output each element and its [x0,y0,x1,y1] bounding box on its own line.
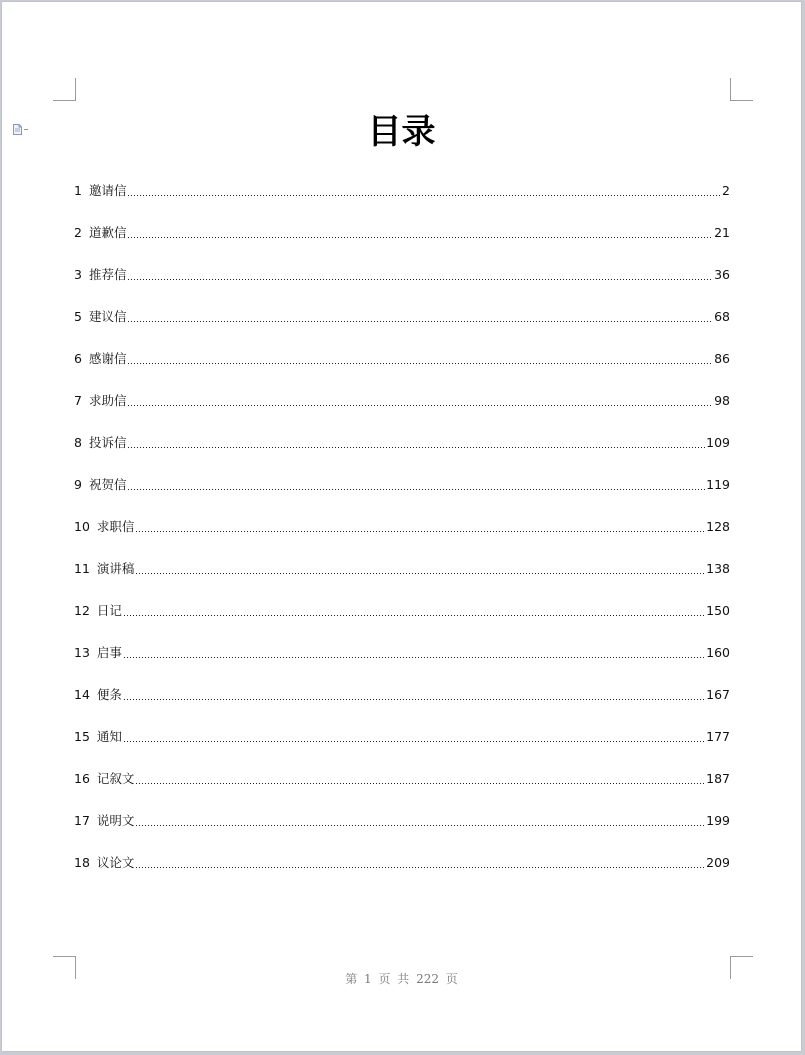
toc-entry[interactable] [74,162,730,204]
toc-entry-label: 日记 [96,603,122,618]
toc-entry[interactable] [74,708,730,750]
toc-entry-page: 68 [714,309,730,324]
toc-entry-page: 199 [706,813,730,828]
toc-entry-page: 138 [706,561,730,576]
toc-entry-number: 14 [74,687,90,702]
toc-entry-page: 21 [714,225,730,240]
toc-dot-leader [127,363,713,364]
toc-entry-number: 7 [74,393,82,408]
document-page [2,2,801,1051]
toc-entry-page: 187 [706,771,730,786]
toc-entry-page: 209 [706,855,730,870]
toc-entry[interactable] [74,414,730,456]
toc-entry-page: 167 [706,687,730,702]
toc-entry-number: 11 [74,561,90,576]
toc-entry-page: 160 [706,645,730,660]
toc-entry-number: 17 [74,813,90,828]
toc-entry[interactable] [74,624,730,666]
toc-entry-number: 6 [74,351,82,366]
toc-entry-number: 2 [74,225,82,240]
toc-dot-leader [135,531,705,532]
toc-entry[interactable] [74,288,730,330]
toc-entry-label: 感谢信 [88,351,127,366]
toc-dot-leader [123,741,705,742]
toc-entry-label: 道歉信 [88,225,127,240]
toc-entry-page: 150 [706,603,730,618]
toc-entry[interactable] [74,582,730,624]
crop-mark-top-left [53,78,76,101]
toc-entry-page: 119 [706,477,730,492]
page-title: 目录 [367,112,436,152]
toc-dot-leader [135,867,705,868]
toc-dot-leader [127,279,713,280]
toc-entry-number: 12 [74,603,90,618]
toc-entry-page: 36 [714,267,730,282]
toc-entry[interactable] [74,498,730,540]
toc-entry-label: 邀请信 [88,183,127,198]
toc-entry[interactable] [74,330,730,372]
toc-dot-leader [135,783,705,784]
toc-entry[interactable] [74,792,730,834]
toc-dot-leader [127,321,713,322]
toc-entry-label: 便条 [96,687,122,702]
toc-entry-label: 祝贺信 [88,477,127,492]
toc-entry[interactable] [74,834,730,876]
toc-dot-leader [123,699,705,700]
toc-dot-leader [127,489,705,490]
toc-dot-leader [127,447,705,448]
toc-entry-number: 1 [74,183,82,198]
toc-entry-label: 通知 [96,729,122,744]
toc-entry-page: 177 [706,729,730,744]
toc-entry[interactable] [74,666,730,708]
toc-entry-page: 86 [714,351,730,366]
toc-entry-label: 演讲稿 [96,561,135,576]
toc-entry-number: 8 [74,435,82,450]
toc-entry-number: 13 [74,645,90,660]
toc-entry[interactable] [74,540,730,582]
toc-entry-label: 求助信 [88,393,127,408]
toc-entry-number: 15 [74,729,90,744]
toc-entry-label: 投诉信 [88,435,127,450]
toc-dot-leader [135,825,705,826]
toc-entry-number: 3 [74,267,82,282]
toc-entry-page: 109 [706,435,730,450]
toc-entry-label: 求职信 [96,519,135,534]
toc-entry-label: 启事 [96,645,122,660]
toc-dot-leader [123,657,705,658]
toc-entry-page: 98 [714,393,730,408]
toc-entry-label: 记叙文 [96,771,135,786]
table-of-contents [74,162,730,876]
toc-entry[interactable] [74,750,730,792]
toc-entry[interactable] [74,456,730,498]
toc-entry-number: 10 [74,519,90,534]
page-footer: 第 1 页 共 222 页 [345,972,458,986]
toc-entry-label: 推荐信 [88,267,127,282]
toc-entry-number: 16 [74,771,90,786]
toc-dot-leader [135,573,705,574]
toc-entry-page: 2 [722,183,730,198]
crop-mark-top-right [730,78,753,101]
toc-entry-label: 说明文 [96,813,135,828]
toc-dot-leader [127,405,713,406]
toc-entry-page: 128 [706,519,730,534]
toc-dot-leader [127,195,721,196]
toc-dot-leader [123,615,705,616]
toc-entry[interactable] [74,372,730,414]
toc-entry[interactable] [74,204,730,246]
toc-entry-number: 5 [74,309,82,324]
toc-entry-number: 18 [74,855,90,870]
toc-dot-leader [127,237,713,238]
toc-entry-number: 9 [74,477,82,492]
toc-entry-label: 建议信 [88,309,127,324]
toc-entry-label: 议论文 [96,855,135,870]
toc-entry[interactable] [74,246,730,288]
